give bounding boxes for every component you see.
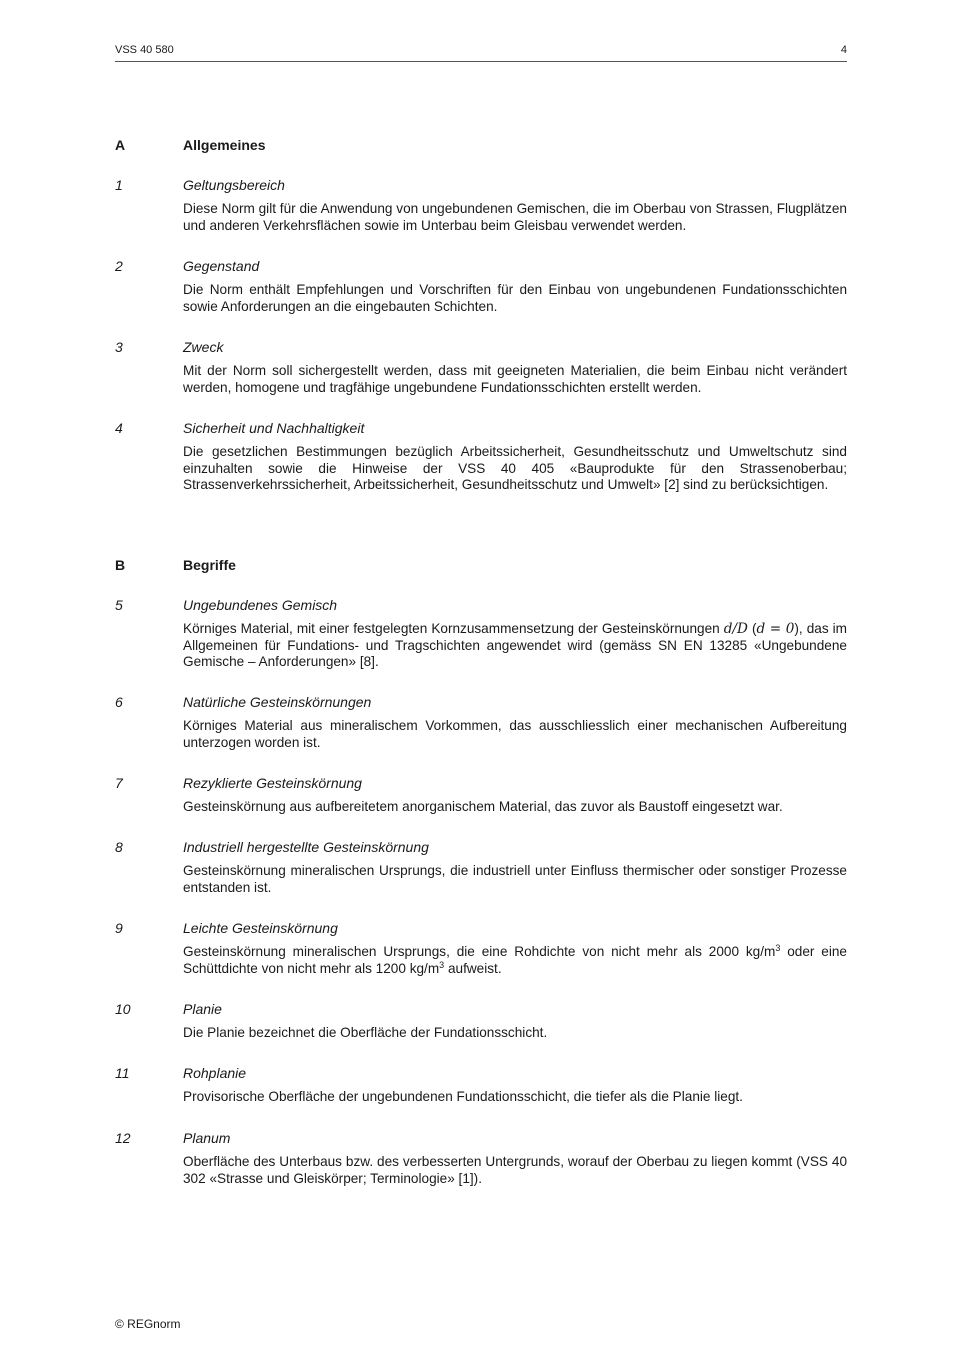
clause-text: Gesteinskörnung mineralischen Ursprungs, die industriell unter Einfluss thermischer oder sonstiger Prozesse entstanden ist. [183,863,847,895]
clause-text-part: ( [747,621,757,636]
clause-title: Rohplanie [183,1065,247,1081]
document-id: VSS 40 580 [115,44,174,56]
clause-text: Provisorische Oberfläche der ungebundenen Fundationsschicht, die tiefer als die Planie liegt. [183,1089,743,1104]
clause-title: Leichte Gesteinskörnung [183,920,338,936]
clause-title: Sicherheit und Nachhaltigkeit [183,420,365,436]
math-expression: d = 0 [756,621,795,637]
clause-number: 8 [115,839,123,855]
clause-title: Ungebundenes Gemisch [183,597,338,613]
clause-text: Mit der Norm soll sichergestellt werden, dass mit geeigneten Materialien, die beim Einbau nicht verändert werden, homogene und tragfähige ungebundene Fundationsschichten erstellt werden. [183,363,847,395]
clause-text-part: aufweist. [444,960,502,976]
header-rule [115,61,847,62]
clause-title: Zweck [183,339,224,355]
clause-text [183,621,847,671]
clause-text: Die gesetzlichen Bestimmungen bezüglich Arbeitssicherheit, Gesundheitsschutz und Umweltschutz sind einzuhalten sowie die Hinweise der VSS 40 405 «Bauprodukte für den Strassenoberbau; Strassenverkehrssicherheit, Arbeitssicherheit, Gesundheitsschutz und Umwelt» [2] sind zu berücksichtigen. [183,444,847,492]
clause-number: 5 [115,597,123,613]
clause-number: 3 [115,339,123,355]
clause-text [183,944,847,977]
section-letter: B [115,557,126,573]
clause-title: Natürliche Gesteinskörnungen [183,694,372,710]
clause-title: Planie [183,1001,222,1017]
page-number: 4 [840,44,847,56]
clause-title: Planum [183,1130,231,1146]
superscript: 3 [439,959,445,970]
clause-text: Die Norm enthält Empfehlungen und Vorschriften für den Einbau von ungebundenen Fundationsschichten sowie Anforderungen an die eingebauten Schichten. [183,282,847,314]
clause-text: Gesteinskörnung aus aufbereitetem anorganischem Material, das zuvor als Baustoff eingesetzt war. [183,799,783,814]
clause-title: Industriell hergestellte Gesteinskörnung [183,839,429,855]
footer-copyright: © REGnorm [115,1317,181,1331]
clause-number: 6 [115,694,123,710]
clause-title: Rezyklierte Gesteinskörnung [183,775,362,791]
clause-number: 4 [115,420,123,436]
math-expression: d/D [723,621,748,637]
clause-title: Geltungsbereich [183,177,285,193]
clause-number: 11 [115,1065,130,1081]
clause-number: 1 [115,177,123,193]
clause-text: Oberfläche des Unterbaus bzw. des verbesserten Untergrunds, worauf der Oberbau zu liegen kommt (VSS 40 302 «Strasse und Gleiskörper; Terminologie» [1]). [183,1154,847,1186]
section-letter: A [115,137,126,153]
clause-text: Diese Norm gilt für die Anwendung von ungebundenen Gemischen, die im Oberbau von Strassen, Flugplätzen und anderen Verkehrsflächen sowie im Unterbau beim Gleisbau verwendet werden. [183,201,847,233]
clause-text-part: Körniges Material, mit einer festgelegten Kornzusammensetzung der Gesteinskörnungen [183,621,724,636]
clause-text: Die Planie bezeichnet die Oberfläche der Fundationsschicht. [183,1025,548,1040]
clause-number: 2 [115,258,123,274]
clause-text: Körniges Material aus mineralischem Vorkommen, das ausschliesslich einer mechanischen Aufbereitung unterzogen worden ist. [183,718,847,750]
clause-text-part: ), das im Allgemeinen für Fundations- und Tragschichten angewendet wird (gemäss SN EN 13285 «Ungebundene Gemische – Anforderungen» [8]. [183,621,847,669]
section-title: Allgemeines [183,137,266,153]
clause-text-part: Gesteinskörnung mineralischen Ursprungs, die eine Rohdichte von nicht mehr als 2000 kg/m [183,944,776,959]
clause-title: Gegenstand [183,258,260,274]
clause-text-part: oder eine Schüttdichte von nicht mehr als 1200 kg/m [183,944,847,976]
section-title: Begriffe [183,557,236,573]
superscript: 3 [775,943,781,953]
clause-number: 10 [115,1001,131,1017]
clause-number: 12 [115,1130,131,1146]
clause-number: 9 [115,920,123,936]
clause-number: 7 [115,775,123,791]
